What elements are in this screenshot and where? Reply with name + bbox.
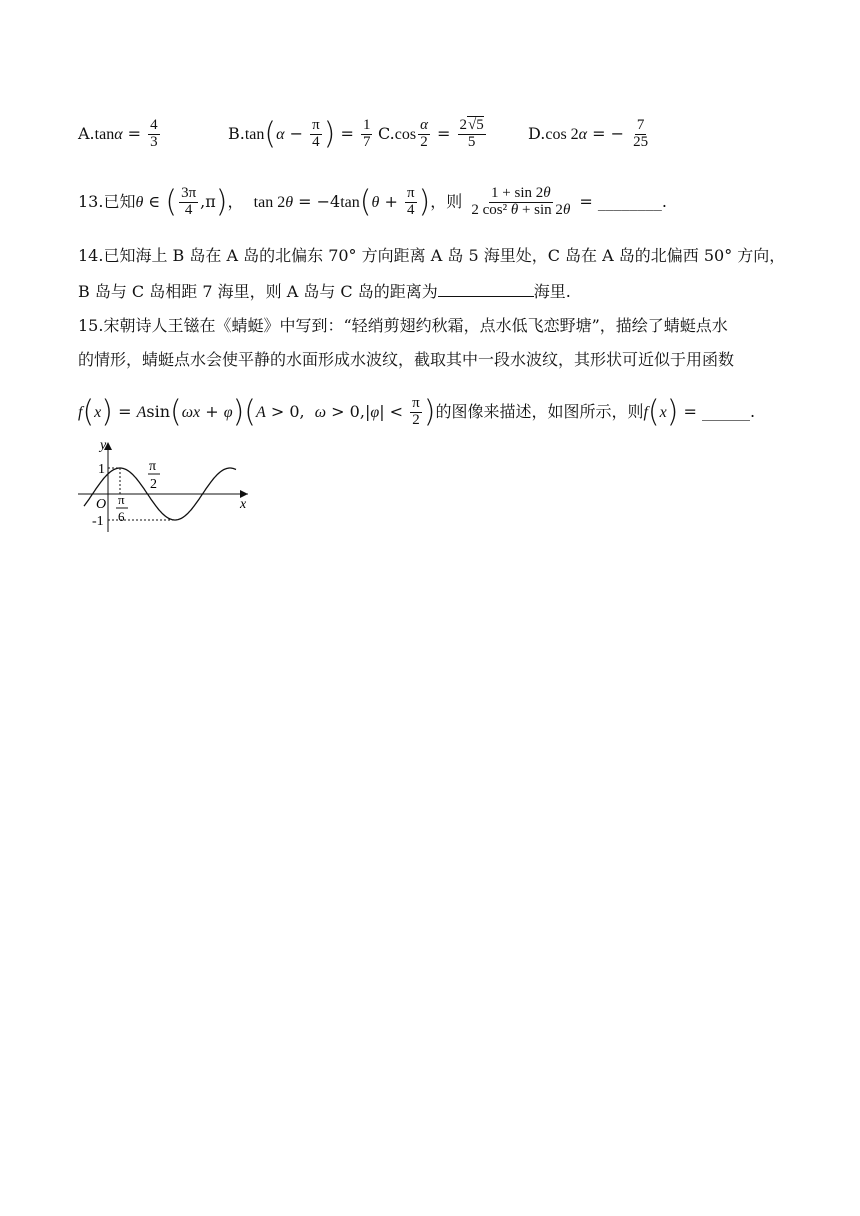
pi-over-6-numerator: π xyxy=(118,492,125,507)
option-c-label: C. xyxy=(378,123,395,143)
one-tick-label: 1 xyxy=(98,462,105,477)
origin-label: O xyxy=(96,497,107,512)
answer-blank-14[interactable] xyxy=(438,295,534,297)
pi-over-6-denominator: 6 xyxy=(118,509,125,524)
pi-over-2-denominator: 2 xyxy=(150,477,157,492)
neg-one-tick-label: -1 xyxy=(92,514,104,529)
option-d: D.cos 2α = − $\frac{7}{25}$ xyxy=(528,117,649,150)
answer-blank-15[interactable]: ______. xyxy=(702,401,756,421)
option-a: A.tanα = $\frac{4}{3}$ xyxy=(78,117,158,150)
option-c: C.cos $\frac{\alpha}{2}$ = $\frac{2√5}{5}$ xyxy=(378,117,484,150)
question-13: 13.已知θ ∈ ( $\frac{3\pi}{4}$ ,π)， tan 2θ = −4tan(θ + $\frac{\pi}{4}$ )，则 $\frac{1 + \sin 2\theta}{\text{2 cos² θ + sin 2θ}}$ = ________. xyxy=(78,184,667,220)
option-b-label: B. xyxy=(228,123,245,143)
pi-over-2-numerator: π xyxy=(149,459,157,474)
option-d-label: D. xyxy=(528,123,546,143)
question-14-line-2: B 岛与 C 岛相距 7 海里，则 A 岛与 C 岛的距离为 海里. xyxy=(78,282,571,301)
x-axis-label: x xyxy=(240,497,247,512)
option-b: B.tan(α − $\frac{\pi}{4}$ ) = $\frac{1}{7}$ xyxy=(228,116,371,152)
answer-blank-13[interactable]: ________. xyxy=(597,191,667,211)
option-a-label: A. xyxy=(78,123,95,143)
sine-wave-graph xyxy=(78,436,258,532)
question-14-line-1: 14.已知海上 B 岛在 A 岛的北偏东 70° 方向距离 A 岛 5 海里处，C 岛在 A 岛的北偏西 50° 方向， xyxy=(78,246,786,265)
question-15-line-2: 的情形，蜻蜓点水会使平静的水面形成水波纹，截取其中一段水波纹，其形状可近似于用函数 xyxy=(78,350,735,369)
question-15-line-1: 15.宋朝诗人王镃在《蜻蜓》中写到：“轻绡剪翅约秋霜，点水低飞恋野塘”，描绘了蜻蜓点水 xyxy=(78,316,728,335)
question-15-line-3: f(x) = Asin(ωx + φ)(A > 0, ω > 0,|φ| < $\frac{\pi}{2}$ )的图像来描述，如图所示，则f(x) = ______. xyxy=(78,394,756,430)
y-axis-label: y xyxy=(100,438,107,453)
